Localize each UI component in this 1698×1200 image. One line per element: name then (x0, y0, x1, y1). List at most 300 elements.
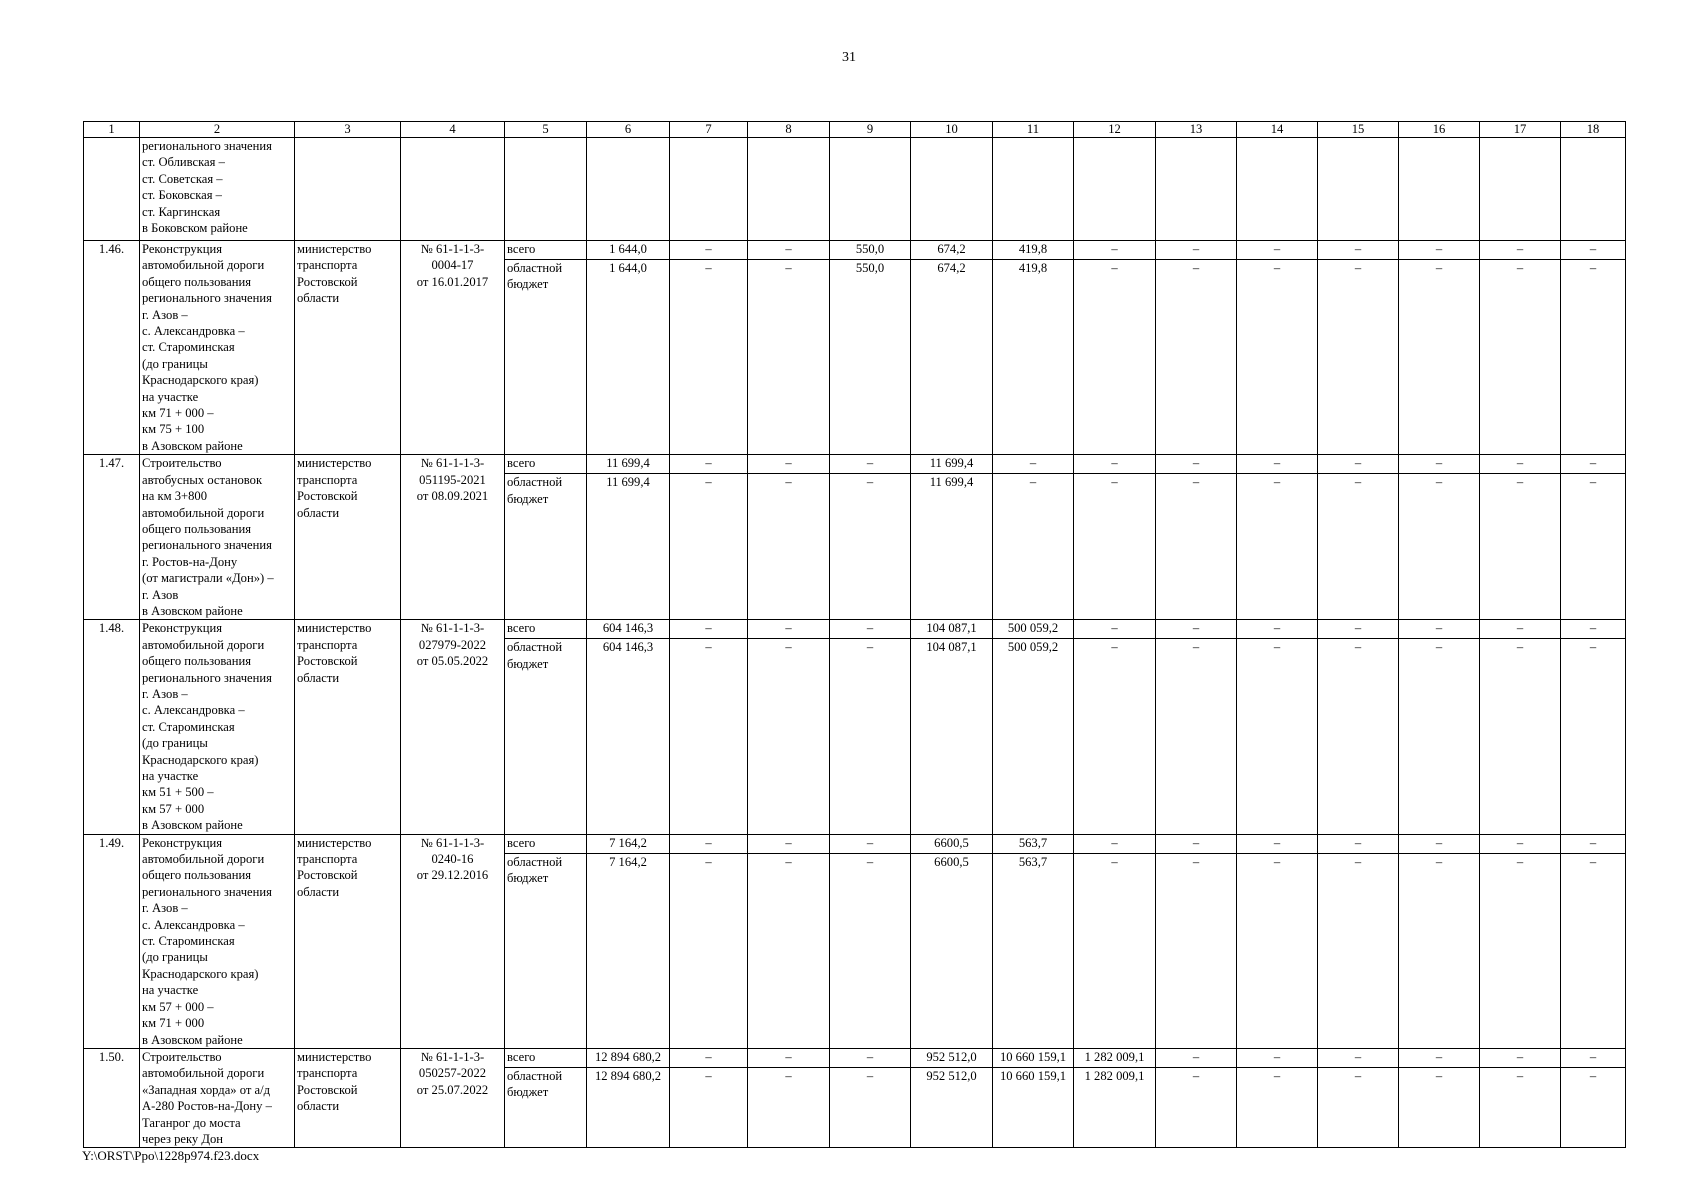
value-cell: – (1237, 474, 1318, 620)
value-cell: – (1318, 455, 1399, 474)
cell-text-line: автомобильной дороги (142, 1066, 265, 1081)
cell-text-line: Ростовской (297, 489, 358, 504)
cell-text-line: общего пользования (142, 274, 252, 289)
value-cell: – (1074, 639, 1156, 834)
cell-text-line: № 61-1-1-3- (420, 621, 485, 636)
value-cell: – (748, 241, 830, 260)
cell-text-line: Краснодарского края) (142, 752, 259, 767)
cell-text-line: Ростовской (297, 654, 358, 669)
cell-text-line: 027979-2022 (418, 637, 487, 652)
value-cell: – (1074, 853, 1156, 1048)
value-cell: – (1237, 455, 1318, 474)
row-document (401, 1048, 505, 1147)
value-cell: 674,2 (911, 259, 993, 454)
cell-text-line: в Боковском районе (142, 221, 248, 236)
value-cell: – (1399, 1068, 1480, 1148)
cell-text-line: министерство (297, 456, 372, 471)
value-cell: 6600,5 (911, 834, 993, 853)
row-number: 1.50. (84, 1048, 140, 1147)
table-header-row (84, 122, 1626, 138)
value-cell: – (1237, 639, 1318, 834)
cell-text-line: (до границы (142, 356, 208, 371)
table-row (84, 1048, 1626, 1067)
column-header-14: 14 (1237, 122, 1318, 138)
value-cell: – (1399, 620, 1480, 639)
column-header-5: 5 (505, 122, 587, 138)
cell-text-line: регионального значения (142, 139, 272, 153)
cell-text-line: от 05.05.2022 (416, 654, 489, 669)
value-cell: – (1156, 853, 1237, 1048)
value-cell: – (1561, 639, 1626, 834)
column-header-6: 6 (587, 122, 670, 138)
table-cell (1561, 138, 1626, 241)
cell-text-line: Краснодарского края) (142, 966, 259, 981)
row-description (140, 834, 295, 1048)
cell-text-line: Ростовской (297, 274, 358, 289)
value-cell: – (1237, 1048, 1318, 1067)
cell-text-line: км 51 + 500 – (142, 785, 214, 800)
value-cell: – (1399, 474, 1480, 620)
table-cell (505, 138, 587, 241)
value-cell: – (830, 455, 911, 474)
value-cell: – (1480, 241, 1561, 260)
funding-source-total (505, 241, 587, 260)
value-cell: 1 644,0 (587, 241, 670, 260)
value-cell: 674,2 (911, 241, 993, 260)
value-cell: – (1561, 474, 1626, 620)
value-cell: 11 699,4 (911, 474, 993, 620)
cell-text-line: км 75 + 100 (142, 422, 205, 437)
cell-text-line: Ростовской (297, 868, 358, 883)
column-header-16: 16 (1399, 122, 1480, 138)
value-cell: – (1156, 1068, 1237, 1148)
cell-text-line: транспорта (297, 258, 358, 273)
cell-text-line: г. Азов – (142, 307, 188, 322)
cell-text-line: км 71 + 000 (142, 1016, 205, 1031)
column-header-4: 4 (401, 122, 505, 138)
cell-text-line: с. Александровка – (142, 324, 245, 339)
cell-text-line: (от магистрали «Дон») – (142, 571, 274, 586)
cell-text-line: 0240-16 (431, 852, 474, 867)
value-cell: 952 512,0 (911, 1068, 993, 1148)
funding-source-total (505, 620, 587, 639)
cell-text-line: общего пользования (142, 521, 252, 536)
cell-text-line: Таганрог до моста (142, 1115, 241, 1130)
value-cell: – (1156, 1048, 1237, 1067)
cell-text-line: министерство (297, 1049, 372, 1064)
table-cell (84, 138, 140, 241)
cell-text-line: № 61-1-1-3- (420, 1049, 485, 1064)
cell-text-line: через реку Дон (142, 1131, 223, 1146)
value-cell: – (1561, 259, 1626, 454)
value-cell: – (1561, 455, 1626, 474)
cell-text-line: бюджет (507, 491, 549, 506)
value-cell: 1 282 009,1 (1074, 1048, 1156, 1067)
cell-text-line: транспорта (297, 852, 358, 867)
value-cell: 563,7 (993, 834, 1074, 853)
cell-text-line: бюджет (507, 870, 549, 885)
value-cell: – (670, 639, 748, 834)
table-cell (911, 138, 993, 241)
cell-text-line: всего (507, 242, 536, 256)
table-row (84, 620, 1626, 639)
cell-text-line: г. Азов – (142, 686, 188, 701)
cell-text-line: регионального значения (142, 884, 272, 899)
column-header-13: 13 (1156, 122, 1237, 138)
value-cell: – (1318, 474, 1399, 620)
cell-text-line: № 61-1-1-3- (420, 835, 485, 850)
cell-text-line: ст. Староминская (142, 340, 235, 355)
value-cell: – (1156, 241, 1237, 260)
column-header-15: 15 (1318, 122, 1399, 138)
row-organization (295, 834, 401, 1048)
value-cell: 419,8 (993, 259, 1074, 454)
value-cell: – (1237, 1068, 1318, 1148)
value-cell: 604 146,3 (587, 639, 670, 834)
table-cell (1074, 138, 1156, 241)
funding-source-regional (505, 639, 587, 834)
cell-text-line: ст. Староминская (142, 719, 235, 734)
cell-text-line: г. Азов – (142, 901, 188, 916)
cell-text-line: г. Ростов-на-Дону (142, 554, 238, 569)
value-cell: – (670, 834, 748, 853)
cell-text-line: Строительство (142, 456, 222, 471)
value-cell: – (1399, 241, 1480, 260)
value-cell: – (1156, 834, 1237, 853)
row-number: 1.46. (84, 241, 140, 455)
table-cell (1480, 138, 1561, 241)
value-cell: – (1480, 853, 1561, 1048)
value-cell: – (748, 474, 830, 620)
cell-text-line: в Азовском районе (142, 818, 243, 833)
cell-text-line: от 29.12.2016 (416, 868, 489, 883)
value-cell: 7 164,2 (587, 853, 670, 1048)
funding-source-total (505, 834, 587, 853)
cell-text-line: ст. Обливская – (142, 155, 225, 170)
column-header-3: 3 (295, 122, 401, 138)
cell-text-line: А-280 Ростов-на-Дону – (142, 1099, 272, 1114)
value-cell: – (1318, 853, 1399, 1048)
page-number: 31 (842, 50, 856, 65)
value-cell: 11 699,4 (587, 455, 670, 474)
value-cell: – (1480, 1048, 1561, 1067)
row-organization (295, 241, 401, 455)
cell-text-line: министерство (297, 835, 372, 850)
value-cell: 1 282 009,1 (1074, 1068, 1156, 1148)
value-cell: – (1074, 620, 1156, 639)
value-cell: – (748, 853, 830, 1048)
value-cell: – (748, 455, 830, 474)
column-header-10: 10 (911, 122, 993, 138)
table-cell (993, 138, 1074, 241)
table-row-continuation (84, 138, 1626, 241)
cell-text-line: на участке (142, 983, 199, 998)
cell-text-line: км 57 + 000 (142, 801, 205, 816)
table-cell (1156, 138, 1237, 241)
value-cell: – (670, 1048, 748, 1067)
value-cell: – (1480, 474, 1561, 620)
value-cell: – (830, 834, 911, 853)
value-cell: – (1318, 834, 1399, 853)
value-cell: – (830, 620, 911, 639)
cell-text-line: № 61-1-1-3- (420, 456, 485, 471)
value-cell: 7 164,2 (587, 834, 670, 853)
table-cell (140, 138, 295, 241)
funding-source-total (505, 1048, 587, 1067)
value-cell: – (1237, 834, 1318, 853)
value-cell: – (1480, 639, 1561, 834)
value-cell: 10 660 159,1 (993, 1068, 1074, 1148)
cell-text-line: области (297, 884, 340, 899)
value-cell: – (830, 639, 911, 834)
cell-text-line: транспорта (297, 1066, 358, 1081)
column-header-9: 9 (830, 122, 911, 138)
cell-text-line: км 71 + 000 – (142, 406, 214, 421)
row-number: 1.47. (84, 455, 140, 620)
cell-text-line: областной (507, 640, 563, 655)
cell-text-line: области (297, 505, 340, 520)
value-cell: – (670, 455, 748, 474)
value-cell: – (830, 474, 911, 620)
table-cell (401, 138, 505, 241)
value-cell: – (1399, 853, 1480, 1048)
value-cell: 419,8 (993, 241, 1074, 260)
cell-text-line: автомобильной дороги (142, 852, 265, 867)
value-cell: – (748, 620, 830, 639)
value-cell: 10 660 159,1 (993, 1048, 1074, 1067)
row-organization (295, 620, 401, 834)
cell-text-line: 0004-17 (431, 258, 474, 273)
funding-source-regional (505, 853, 587, 1048)
cell-text-line: регионального значения (142, 538, 272, 553)
cell-text-line: на участке (142, 769, 199, 783)
value-cell: – (1237, 853, 1318, 1048)
cell-text-line: 050257-2022 (418, 1066, 487, 1081)
value-cell: – (1480, 455, 1561, 474)
table-body (84, 138, 1626, 1148)
row-description (140, 620, 295, 834)
row-document (401, 620, 505, 834)
cell-text-line: на участке (142, 389, 199, 404)
cell-text-line: (до границы (142, 950, 208, 965)
value-cell: – (1156, 639, 1237, 834)
table-cell (1399, 138, 1480, 241)
value-cell: 604 146,3 (587, 620, 670, 639)
cell-text-line: в Азовском районе (142, 1032, 243, 1047)
row-description (140, 241, 295, 455)
value-cell: 550,0 (830, 241, 911, 260)
cell-text-line: от 08.09.2021 (416, 489, 489, 504)
value-cell: – (1480, 834, 1561, 853)
value-cell: 1 644,0 (587, 259, 670, 454)
cell-text-line: регионального значения (142, 670, 272, 685)
value-cell: – (1318, 620, 1399, 639)
cell-text-line: всего (507, 1049, 536, 1064)
value-cell: – (1318, 639, 1399, 834)
row-organization (295, 1048, 401, 1147)
row-description (140, 1048, 295, 1147)
value-cell: – (993, 455, 1074, 474)
value-cell: – (748, 1048, 830, 1067)
table-cell (295, 138, 401, 241)
funding-source-total (505, 455, 587, 474)
column-header-11: 11 (993, 122, 1074, 138)
value-cell: – (1561, 834, 1626, 853)
value-cell: – (670, 241, 748, 260)
cell-text-line: транспорта (297, 472, 358, 487)
value-cell: – (670, 853, 748, 1048)
value-cell: – (1237, 259, 1318, 454)
cell-text-line: на км 3+800 (142, 489, 208, 504)
funding-source-regional (505, 474, 587, 620)
row-description (140, 455, 295, 620)
value-cell: – (1156, 474, 1237, 620)
value-cell: 6600,5 (911, 853, 993, 1048)
cell-text-line: областной (507, 1069, 563, 1084)
value-cell: – (670, 474, 748, 620)
value-cell: 12 894 680,2 (587, 1068, 670, 1148)
value-cell: – (1480, 1068, 1561, 1148)
value-cell: 11 699,4 (587, 474, 670, 620)
value-cell: 500 059,2 (993, 620, 1074, 639)
value-cell: – (1074, 259, 1156, 454)
cell-text-line: автомобильной дороги (142, 505, 265, 520)
value-cell: – (1156, 259, 1237, 454)
value-cell: – (1399, 834, 1480, 853)
cell-text-line: в Азовском районе (142, 603, 243, 618)
value-cell: 563,7 (993, 853, 1074, 1048)
cell-text-line: Краснодарского края) (142, 373, 259, 388)
cell-text-line: в Азовском районе (142, 438, 243, 453)
cell-text-line: министерство (297, 242, 372, 256)
column-header-18: 18 (1561, 122, 1626, 138)
value-cell: – (1318, 241, 1399, 260)
cell-text-line: Строительство (142, 1049, 222, 1064)
table-row (84, 455, 1626, 474)
column-header-2: 2 (140, 122, 295, 138)
cell-text-line: транспорта (297, 637, 358, 652)
value-cell: – (1480, 259, 1561, 454)
cell-text-line: 051195-2021 (419, 472, 486, 487)
cell-text-line: общего пользования (142, 654, 252, 669)
table-cell (1318, 138, 1399, 241)
cell-text-line: автобусных остановок (142, 472, 263, 487)
value-cell: 550,0 (830, 259, 911, 454)
value-cell: – (1237, 620, 1318, 639)
cell-text-line: Реконструкция (142, 835, 223, 850)
value-cell: 104 087,1 (911, 639, 993, 834)
table-row (84, 834, 1626, 853)
value-cell: – (1399, 259, 1480, 454)
value-cell: – (1237, 241, 1318, 260)
cell-text-line: общего пользования (142, 868, 252, 883)
cell-text-line: всего (507, 456, 536, 471)
value-cell: – (1074, 474, 1156, 620)
column-header-17: 17 (1480, 122, 1561, 138)
table-cell (587, 138, 670, 241)
value-cell: – (1561, 241, 1626, 260)
table-cell (670, 138, 748, 241)
table-cell (830, 138, 911, 241)
cell-text-line: областной (507, 475, 563, 490)
cell-text-line: Ростовской (297, 1082, 358, 1097)
value-cell: – (1561, 1048, 1626, 1067)
row-number: 1.49. (84, 834, 140, 1048)
column-header-12: 12 (1074, 122, 1156, 138)
table-row (84, 241, 1626, 260)
cell-text-line: областной (507, 260, 563, 275)
cell-text-line: от 16.01.2017 (416, 274, 489, 289)
cell-text-line: области (297, 1099, 340, 1114)
value-cell: – (993, 474, 1074, 620)
value-cell: – (830, 1048, 911, 1067)
cell-text-line: областной (507, 854, 563, 869)
value-cell: – (1156, 455, 1237, 474)
table-cell (748, 138, 830, 241)
cell-text-line: всего (507, 621, 536, 636)
cell-text-line: бюджет (507, 656, 549, 671)
cell-text-line: регионального значения (142, 291, 272, 306)
cell-text-line: «Западная хорда» от а/д (142, 1082, 271, 1097)
value-cell: – (1399, 639, 1480, 834)
cell-text-line: от 25.07.2022 (416, 1082, 489, 1097)
value-cell: – (830, 1068, 911, 1148)
value-cell: – (1156, 620, 1237, 639)
file-path-footer: Y:\ORST\Ppo\1228p974.f23.docx (82, 1148, 260, 1163)
value-cell: – (1399, 455, 1480, 474)
column-header-7: 7 (670, 122, 748, 138)
row-organization (295, 455, 401, 620)
value-cell: – (830, 853, 911, 1048)
budget-table (83, 121, 1626, 1148)
value-cell: – (1318, 1048, 1399, 1067)
column-header-1: 1 (84, 122, 140, 138)
table-cell (1237, 138, 1318, 241)
value-cell: – (1318, 259, 1399, 454)
value-cell: – (748, 259, 830, 454)
cell-text-line: (до границы (142, 736, 208, 751)
funding-source-regional (505, 1068, 587, 1148)
cell-text-line: ст. Боковская – (142, 188, 222, 203)
value-cell: – (1318, 1068, 1399, 1148)
value-cell: – (748, 639, 830, 834)
value-cell: – (1074, 834, 1156, 853)
value-cell: – (1561, 853, 1626, 1048)
cell-text-line: автомобильной дороги (142, 258, 265, 273)
cell-text-line: г. Азов (142, 587, 179, 602)
value-cell: – (748, 834, 830, 853)
value-cell: – (1074, 455, 1156, 474)
value-cell: – (1480, 620, 1561, 639)
cell-text-line: ст. Советская – (142, 171, 223, 186)
funding-source-regional (505, 259, 587, 454)
value-cell: – (670, 620, 748, 639)
value-cell: 12 894 680,2 (587, 1048, 670, 1067)
cell-text-line: бюджет (507, 277, 549, 292)
cell-text-line: Реконструкция (142, 621, 223, 636)
cell-text-line: бюджет (507, 1085, 549, 1100)
row-document (401, 241, 505, 455)
value-cell: – (1074, 241, 1156, 260)
value-cell: 104 087,1 (911, 620, 993, 639)
column-header-8: 8 (748, 122, 830, 138)
cell-text-line: области (297, 291, 340, 306)
row-document (401, 455, 505, 620)
value-cell: – (670, 259, 748, 454)
cell-text-line: км 57 + 000 – (142, 999, 214, 1014)
row-document (401, 834, 505, 1048)
cell-text-line: № 61-1-1-3- (420, 242, 485, 256)
